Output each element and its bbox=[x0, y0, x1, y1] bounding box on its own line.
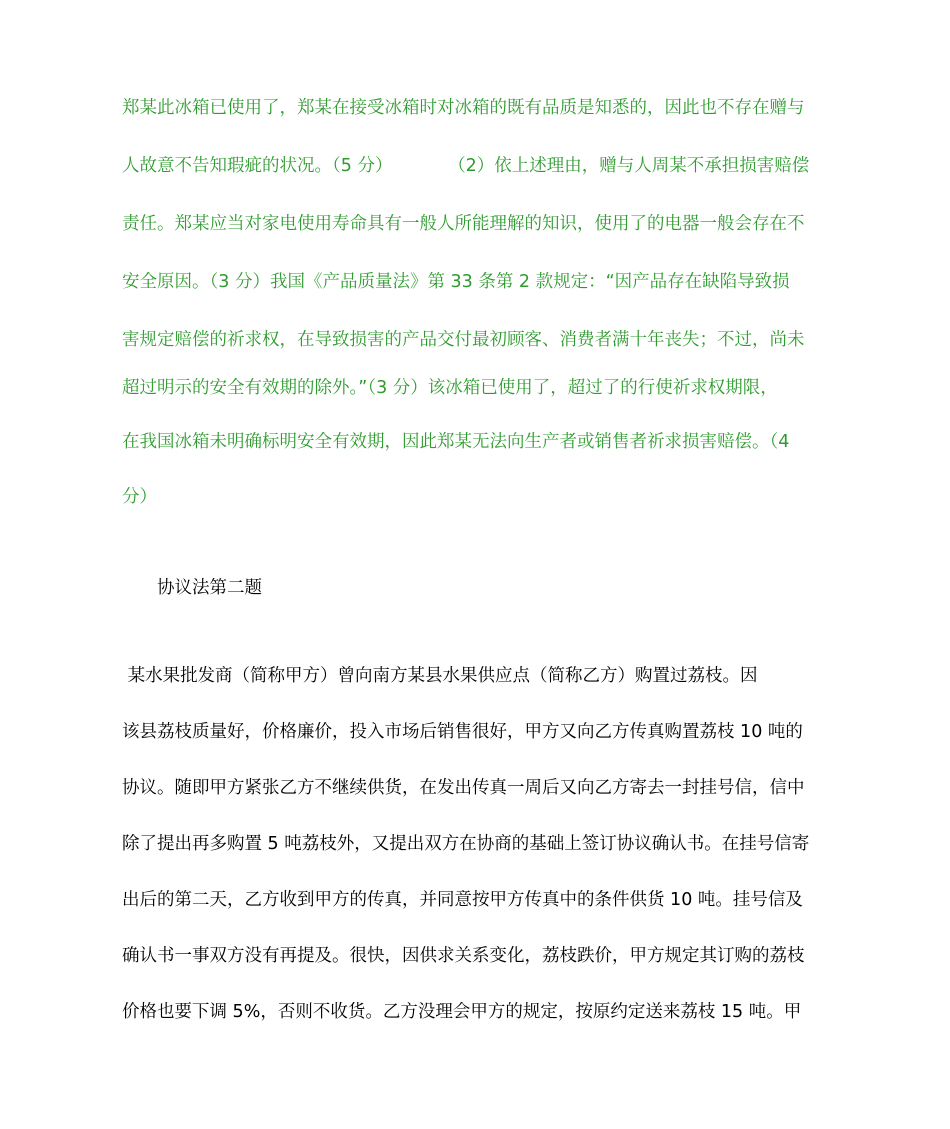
section-title: 协议法第二题 bbox=[157, 578, 262, 598]
answer-line: 害规定赔偿的祈求权，在导致损害的产品交付最初顾客、消费者满十年丧失；不过，尚未 bbox=[122, 330, 805, 350]
question-line: 出后的第二天，乙方收到甲方的传真，并同意按甲方传真中的条件供货 10 吨。挂号信及 bbox=[122, 890, 803, 910]
answer-line: 安全原因。（3 分）我国《产品质量法》第 33 条第 2 款规定：“因产品存在缺陷导致损 bbox=[122, 272, 790, 292]
answer-line: 人故意不告知瑕疵的状况。（5 分） （2）依上述理由，赠与人周某不承担损害赔偿 bbox=[122, 156, 810, 176]
question-line: 确认书一事双方没有再提及。很快，因供求关系变化，荔枝跌价，甲方规定其订购的荔枝 bbox=[122, 946, 805, 966]
question-line: 该县荔枝质量好，价格廉价，投入市场后销售很好，甲方又向乙方传真购置荔枝 10 吨的 bbox=[122, 722, 803, 742]
question-line: 协议。随即甲方紧张乙方不继续供货，在发出传真一周后又向乙方寄去一封挂号信，信中 bbox=[122, 778, 805, 798]
answer-line: 责任。郑某应当对家电使用寿命具有一般人所能理解的知识，使用了的电器一般会存在不 bbox=[122, 214, 805, 234]
answer-line: 在我国冰箱未明确标明安全有效期，因此郑某无法向生产者或销售者祈求损害赔偿。（4 bbox=[122, 432, 790, 452]
question-line: 价格也要下调 5%，否则不收货。乙方没理会甲方的规定，按原约定送来荔枝 15 吨。甲 bbox=[122, 1002, 802, 1022]
answer-line: 超过明示的安全有效期的除外。”（3 分）该冰箱已使用了，超过了的行使祈求权期限， bbox=[122, 378, 778, 398]
answer-line: 分） bbox=[122, 487, 157, 507]
question-line: 除了提出再多购置 5 吨荔枝外，又提出双方在协商的基础上签订协议确认书。在挂号信寄 bbox=[122, 834, 810, 854]
question-line: 某水果批发商（简称甲方）曾向南方某县水果供应点（简称乙方）购置过荔枝。因 bbox=[122, 666, 758, 686]
answer-line: 郑某此冰箱已使用了，郑某在接受冰箱时对冰箱的既有品质是知悉的，因此也不存在赠与 bbox=[122, 98, 805, 118]
